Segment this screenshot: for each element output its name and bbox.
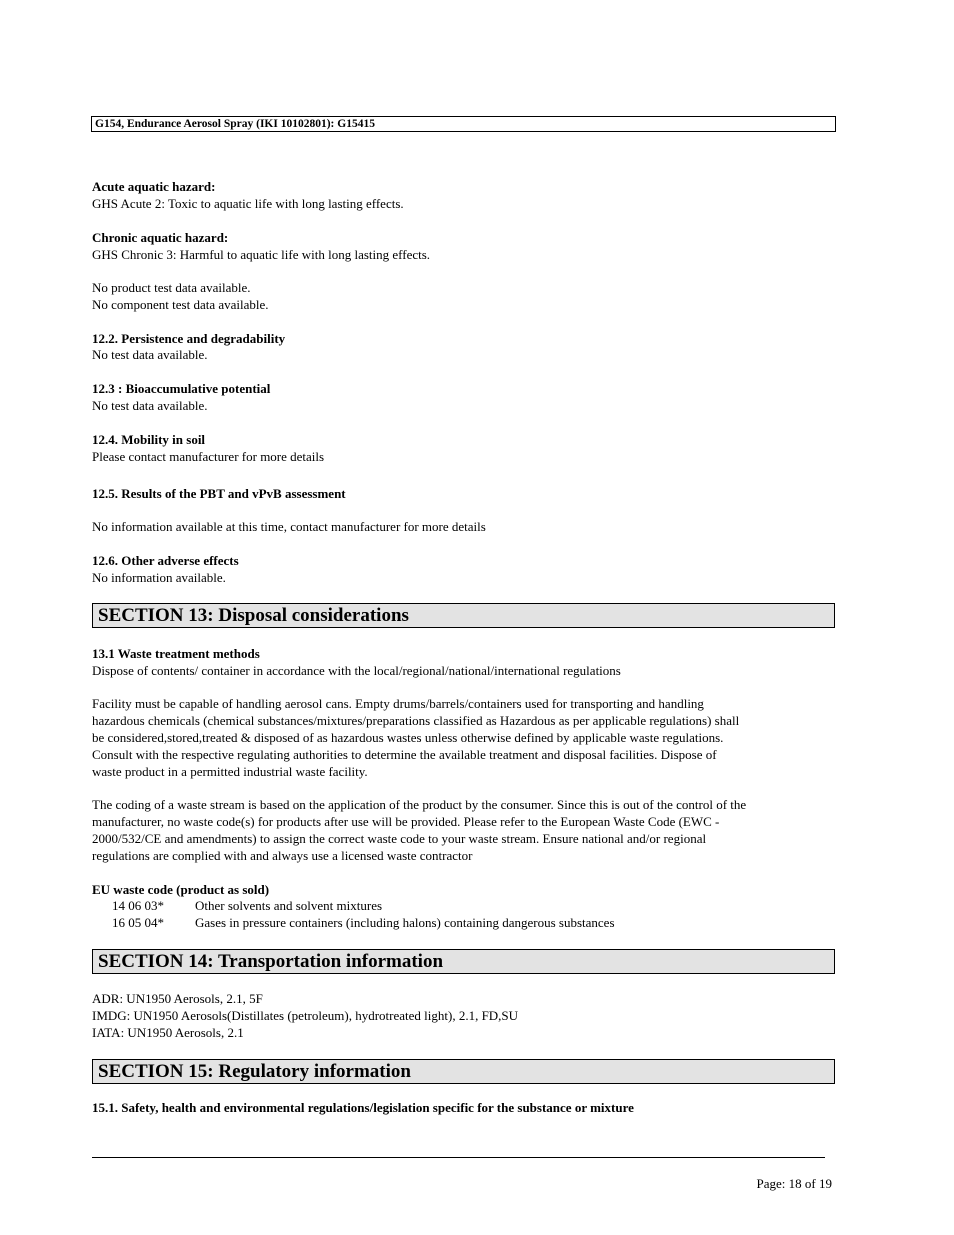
regulations-heading: 15.1. Safety, health and environmental regulations/legislation specific for the substance or mixture	[92, 1100, 634, 1115]
facility-line: hazardous chemicals (chemical substances/mixtures/preparations classified as Hazardous as per applicable regulations) shall	[92, 713, 740, 728]
facility-line: be considered,stored,treated & disposed of as hazardous wastes unless otherwise defined by applicable waste regulations.	[92, 730, 724, 745]
footer-divider	[92, 1157, 825, 1158]
facility-paragraph	[92, 695, 832, 780]
coding-paragraph	[92, 796, 832, 864]
page-number: Page: 18 of 19	[756, 1176, 832, 1191]
eu-waste-code-heading: EU waste code (product as sold)	[92, 882, 270, 897]
adr-info: ADR: UN1950 Aerosols, 2.1, 5F	[92, 991, 263, 1006]
pbt-text: No information available at this time, contact manufacturer for more details	[92, 519, 486, 534]
acute-heading: Acute aquatic hazard:	[92, 179, 216, 194]
chronic-text: GHS Chronic 3: Harmful to aquatic life with long lasting effects.	[92, 247, 431, 262]
section-15-title: SECTION 15: Regulatory information	[92, 1059, 835, 1084]
mobility-text: Please contact manufacturer for more details	[92, 449, 325, 464]
coding-line: 2000/532/CE and amendments) to assign the correct waste code to your waste stream. Ensure national and/or regional	[92, 831, 707, 846]
no-component-data: No component test data available.	[92, 297, 269, 312]
other-effects-heading: 12.6. Other adverse effects	[92, 553, 239, 568]
facility-line: waste product in a permitted industrial waste facility.	[92, 764, 368, 779]
no-product-data: No product test data available.	[92, 280, 251, 295]
waste-code: 16 05 04*	[112, 915, 164, 930]
imdg-info: IMDG: UN1950 Aerosols(Distillates (petroleum), hydrotreated light), 2.1, FD,SU	[92, 1008, 519, 1023]
waste-code: 14 06 03*	[112, 898, 164, 913]
coding-line: regulations are complied with and always use a licensed waste contractor	[92, 848, 473, 863]
iata-info: IATA: UN1950 Aerosols, 2.1	[92, 1025, 244, 1040]
chronic-heading: Chronic aquatic hazard:	[92, 230, 229, 245]
section-13-title: SECTION 13: Disposal considerations	[92, 603, 835, 628]
other-effects-text: No information available.	[92, 570, 226, 585]
mobility-heading: 12.4. Mobility in soil	[92, 432, 206, 447]
facility-line: Facility must be capable of handling aerosol cans. Empty drums/barrels/containers used for transporting and handling	[92, 696, 704, 711]
document-header: G154, Endurance Aerosol Spray (IKI 10102801): G15415	[91, 116, 836, 132]
eu-waste-code-row	[112, 897, 382, 914]
section-14-title: SECTION 14: Transportation information	[92, 949, 835, 974]
coding-line: The coding of a waste stream is based on the application of the product by the consumer. Since this is out of the control of the	[92, 797, 747, 812]
waste-treatment-heading: 13.1 Waste treatment methods	[92, 646, 260, 661]
waste-treatment-text: Dispose of contents/ container in accordance with the local/regional/national/international regulations	[92, 663, 621, 678]
eu-waste-code-row	[112, 914, 615, 931]
pbt-heading: 12.5. Results of the PBT and vPvB assessment	[92, 486, 346, 501]
persistence-heading: 12.2. Persistence and degradability	[92, 331, 286, 346]
coding-line: manufacturer, no waste code(s) for products after use will be provided. Please refer to the European Waste Code (EWC -	[92, 814, 720, 829]
persistence-text: No test data available.	[92, 347, 208, 362]
waste-description: Other solvents and solvent mixtures	[195, 898, 383, 913]
bioaccumulative-heading: 12.3 : Bioaccumulative potential	[92, 381, 271, 396]
acute-text: GHS Acute 2: Toxic to aquatic life with long lasting effects.	[92, 196, 404, 211]
facility-line: Consult with the respective regulating authorities to determine the available treatment and disposal facilities. Dispose of	[92, 747, 717, 762]
waste-description: Gases in pressure containers (including halons) containing dangerous substances	[195, 915, 615, 930]
bioaccumulative-text: No test data available.	[92, 398, 208, 413]
